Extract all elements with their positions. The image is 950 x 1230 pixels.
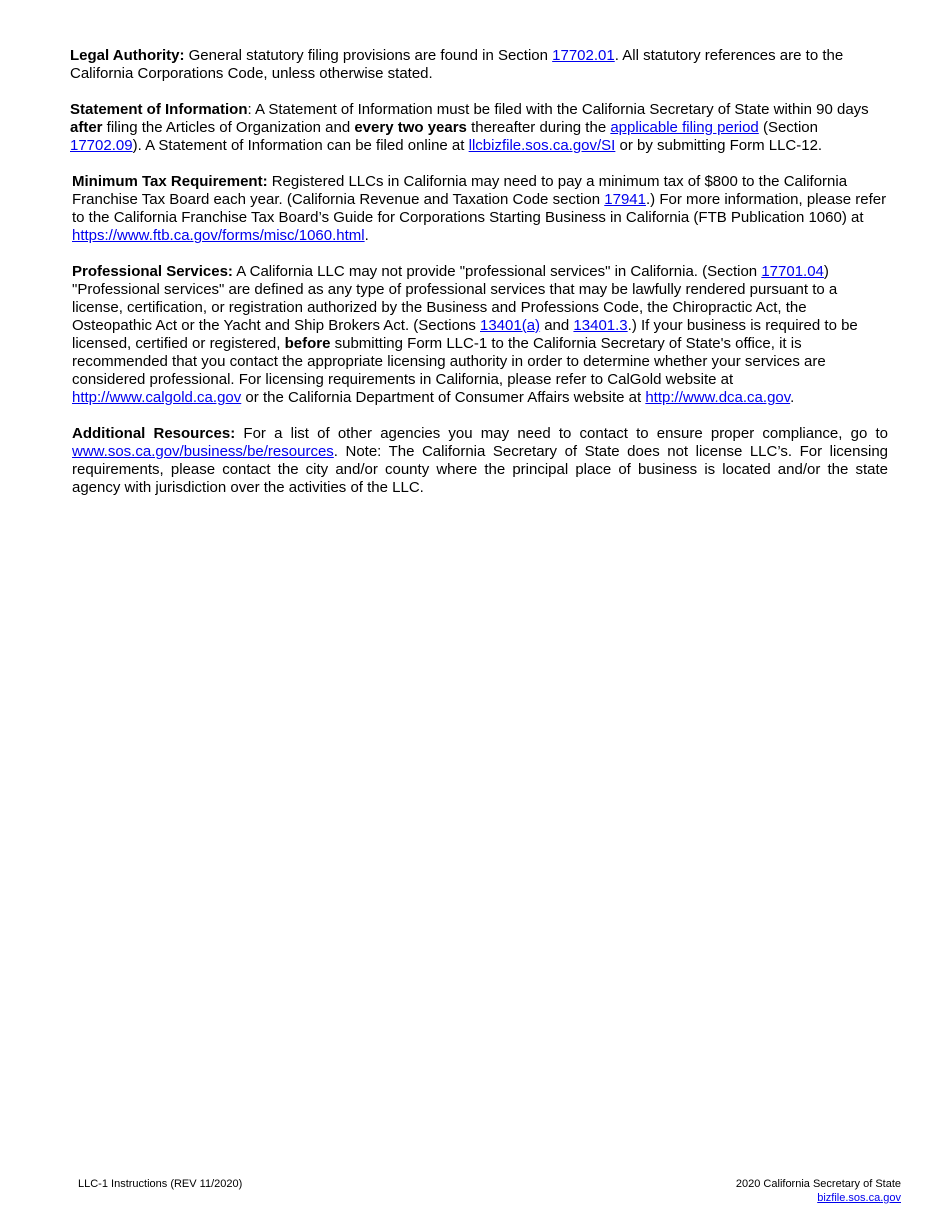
link-applicable-filing-period[interactable]: applicable filing period <box>610 119 759 136</box>
prof-text-4: .) If your business is required to be licensed, certified or registered, <box>72 317 858 352</box>
professional-services-paragraph <box>70 263 888 407</box>
legal-authority-label: Legal Authority: <box>70 47 185 64</box>
additional-resources-label: Additional Resources: <box>72 425 236 442</box>
instructions-body <box>70 47 888 515</box>
statement-text-5: ). A Statement of Information can be filed online at <box>132 137 469 154</box>
minimum-tax-paragraph <box>70 173 888 245</box>
statement-text-1: : A Statement of Information must be filed with the California Secretary of State within 90 days <box>247 101 869 118</box>
resources-text-2: . Note: The California Secretary of State does not license LLC’s. For licensing requirements, please contact the city and/or county where the principal place of business is located and/or the state agency with jurisdiction over the activities of the LLC. <box>72 443 888 496</box>
link-section-13401-3[interactable]: 13401.3 <box>573 317 628 334</box>
footer-copyright: 2020 California Secretary of State <box>735 1178 901 1190</box>
prof-text-7: . <box>790 389 795 406</box>
tax-text-3: . <box>364 227 369 244</box>
statement-label: Statement of Information <box>70 101 248 118</box>
prof-text-3: and <box>540 317 574 334</box>
statement-text-6: or by submitting Form LLC-12. <box>615 137 823 154</box>
link-ftb-1060[interactable]: https://www.ftb.ca.gov/forms/misc/1060.html <box>72 227 365 244</box>
link-sos-resources[interactable]: www.sos.ca.gov/business/be/resources <box>72 443 334 460</box>
link-dca[interactable]: http://www.dca.ca.gov <box>645 389 791 406</box>
link-llcbizfile-si[interactable]: llcbizfile.sos.ca.gov/SI <box>468 137 616 154</box>
link-section-13401a[interactable]: 13401(a) <box>480 317 541 334</box>
legal-authority-paragraph <box>70 47 888 83</box>
link-section-17701-04[interactable]: 17701.04 <box>761 263 824 280</box>
legal-text-1: General statutory filing provisions are found in Section <box>184 47 553 64</box>
minimum-tax-label: Minimum Tax Requirement: <box>72 173 268 190</box>
link-section-17702-01[interactable]: 17702.01 <box>552 47 615 64</box>
prof-text-1: A California LLC may not provide "professional services" in California. (Section <box>232 263 762 280</box>
professional-services-label: Professional Services: <box>72 263 233 280</box>
prof-text-6: or the California Department of Consumer Affairs website at <box>241 389 646 406</box>
resources-text-1: For a list of other agencies you may need to contact to ensure proper compliance, go to <box>235 425 888 442</box>
link-section-17941[interactable]: 17941 <box>604 191 646 208</box>
footer-bizfile-link[interactable]: bizfile.sos.ca.gov <box>817 1192 901 1204</box>
legal-text-2: . All statutory references are to the California Corporations Code, unless otherwise stated. <box>70 47 844 82</box>
footer-right-block <box>736 1177 901 1205</box>
footer-form-revision: LLC-1 Instructions (REV 11/2020) <box>78 1178 243 1190</box>
tax-text-2: .) For more information, please refer to the California Franchise Tax Board’s Guide for Corporations Starting Business in California (FTB Publication 1060) at <box>72 191 887 226</box>
statement-text-3: thereafter during the <box>466 119 611 136</box>
statement-text-2: filing the Articles of Organization and <box>102 119 355 136</box>
link-calgold[interactable]: http://www.calgold.ca.gov <box>72 389 242 406</box>
prof-text-5: submitting Form LLC-1 to the California Secretary of State's office, it is recommended that you contact the appropriate licensing authority in order to determine whether your services are considered professional. For licensing requirements in California, please refer to CalGold website at <box>72 335 826 388</box>
prof-bold-before: before <box>284 335 331 352</box>
tax-text-1: Registered LLCs in California may need to pay a minimum tax of $800 to the California Franchise Tax Board each year. (California Revenue and Taxation Code section <box>72 173 848 208</box>
statement-bold-every-two-years: every two years <box>354 119 467 136</box>
statement-text-4: (Section <box>758 119 818 136</box>
statement-bold-after: after <box>70 119 103 136</box>
prof-text-2: ) "Professional services" are defined as any type of professional services that may be lawfully rendered pursuant to a license, certification, or registration authorized by the Business and Professions Code, the Chiropractic Act, the Osteopathic Act or the Yacht and Ship Brokers Act. (Sections <box>72 263 838 334</box>
link-section-17702-09[interactable]: 17702.09 <box>70 137 133 154</box>
additional-resources-paragraph <box>70 425 888 497</box>
statement-of-information-paragraph <box>70 101 888 155</box>
